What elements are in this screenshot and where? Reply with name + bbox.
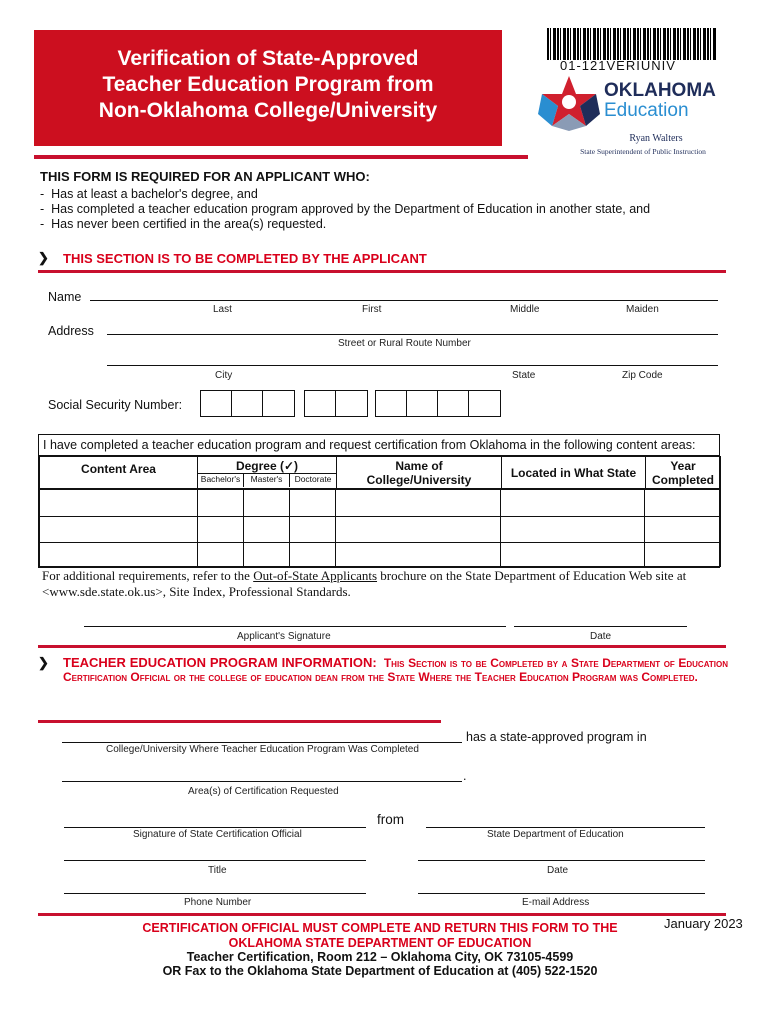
ssn-group-2[interactable] [304,390,368,417]
content-area-table [38,434,720,568]
zip-label: Zip Code [622,370,663,381]
section-rule [38,270,726,273]
section-rule [38,720,441,723]
state-dept-label: State Department of Education [487,829,624,840]
areas-label: Area(s) of Certification Requested [188,786,339,797]
official-signature-line[interactable] [64,827,366,828]
requirement-item: - Has completed a teacher education program approved by the Department of Education in another state, and [40,202,650,217]
phone-label: Phone Number [184,897,252,908]
has-program-text: has a state-approved program in [466,730,647,744]
form-title-line-1: Verification of State-Approved [117,47,419,70]
additional-requirements: For additional requirements, refer to the Out-of-State Applicants brochure on the State Department of Education Web site at <www.sde.state.ok.us>, Site Index, Professional Standards. [42,568,687,599]
superintendent-name: Ryan Walters [629,133,683,144]
table-row[interactable] [40,490,721,517]
official-signature-label: Signature of State Certification Official [133,829,302,840]
footer-fax: OR Fax to the Oklahoma State Department of Education at (405) 522-1520 [162,964,598,978]
section-rule [38,645,726,648]
logo-oklahoma: OKLAHOMA [604,80,716,101]
footer-line-2: OKLAHOMA STATE DEPARTMENT OF EDUCATION [228,936,532,950]
table-row[interactable] [40,517,721,543]
name-part-first: First [362,304,382,315]
street-input-line[interactable] [107,334,718,335]
from-text: from [377,812,404,827]
areas-input-line[interactable] [62,781,462,782]
table-row[interactable] [40,543,721,567]
col-content-area: Content Area [40,457,198,489]
form-title-line-3: Non-Oklahoma College/University [98,99,438,122]
applicant-signature-line[interactable] [84,626,506,627]
logo-education: Education [604,100,689,121]
degree-masters: Master's [244,474,290,487]
section-rule [38,913,726,916]
degree-bachelors: Bachelor's [198,474,244,487]
areas-period: . [463,769,467,783]
requirement-item: - Has at least a bachelor's degree, and [40,187,650,202]
form-date: January 2023 [664,916,743,931]
applicant-date-line[interactable] [514,626,687,627]
requirement-item: - Has never been certified in the area(s) requested. [40,217,650,232]
state-dept-line[interactable] [426,827,705,828]
applicant-section-heading: THIS SECTION IS TO BE COMPLETED BY THE APPLICANT [63,251,427,266]
ssn-group-3[interactable] [375,390,501,417]
requirements-list [40,187,650,232]
email-label: E-mail Address [522,897,590,908]
col-year: Year Completed [646,457,721,489]
applicant-signature-label: Applicant's Signature [237,631,331,642]
college-input-line[interactable] [62,742,462,743]
oklahoma-star-logo-icon [536,74,602,132]
name-part-middle: Middle [510,304,540,315]
address-label: Address [48,324,94,338]
college-label: College/University Where Teacher Education Program Was Completed [106,744,419,755]
title-label: Title [208,865,227,876]
footer-line-1: CERTIFICATION OFFICIAL MUST COMPLETE AND RETURN THIS FORM TO THE [142,921,618,935]
applicant-date-label: Date [590,631,612,642]
col-degree: Degree (✓) [235,459,299,473]
city-label: City [215,370,233,381]
superintendent-title: State Superintendent of Public Instruction [580,147,706,156]
col-located: Located in What State [502,457,646,489]
barcode [547,28,717,60]
footer-address: Teacher Certification, Room 212 – Oklahoma City, OK 73105-4599 [186,950,574,964]
degree-doctorate: Doctorate [294,474,332,484]
name-part-maiden: Maiden [626,304,659,315]
program-section-heading: TEACHER EDUCATION PROGRAM INFORMATION: This Section is to be Completed by a State Department of Education Certification Official or the college of education dean from the State Where the Teacher Education Program was Completed. [63,655,729,684]
ssn-group-1[interactable] [200,390,295,417]
table-intro: I have completed a teacher education program and request certification from Oklahoma in the following content areas: [39,435,719,456]
requirements-heading: THIS FORM IS REQUIRED FOR AN APPLICANT WHO: [40,169,370,184]
street-label: Street or Rural Route Number [338,338,471,349]
form-title-line-2: Teacher Education Program from [102,73,434,96]
official-date-label: Date [547,865,569,876]
email-input-line[interactable] [418,893,705,894]
state-label: State [512,370,536,381]
name-input-line[interactable] [90,300,718,301]
chevron-right-icon: ❯ [38,250,49,265]
brochure-link[interactable]: Out-of-State Applicants [253,568,378,583]
col-college: Name of College/University [337,457,502,489]
ssn-label: Social Security Number: [48,398,183,412]
city-state-zip-input-line[interactable] [107,365,718,366]
official-date-line[interactable] [418,860,705,861]
chevron-right-icon: ❯ [38,655,49,670]
title-underline [34,155,528,159]
name-label: Name [48,290,82,304]
name-part-last: Last [213,304,232,315]
form-title-box [34,30,502,146]
form-code: 01-121VERIUNIV [560,58,676,73]
title-input-line[interactable] [64,860,366,861]
phone-input-line[interactable] [64,893,366,894]
